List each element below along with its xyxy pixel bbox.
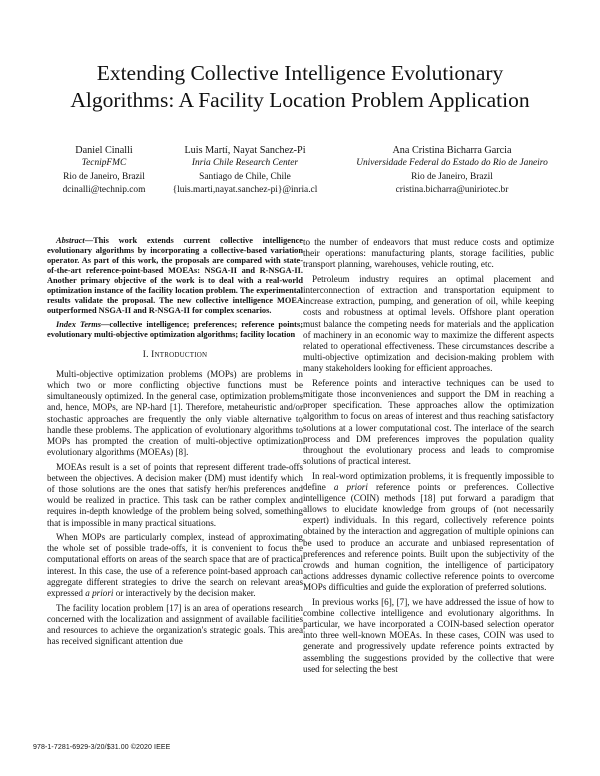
author-location: Rio de Janeiro, Brazil — [63, 171, 145, 182]
intro-paragraph-8: In previous works [6], [7], we have addressed the issue of how to combine collective intelligence and evolutionary algorithms. In particular, we have incorporated a COIN-based selection operator into three well-known MOEAs. In these cases, COIN was used to generate and progressively update reference points extracted by assembling the suggestions provided by the collective that were used for selecting the best — [303, 596, 554, 674]
index-terms-label: Index Terms — [56, 319, 102, 329]
abstract-text: —This work extends current collective intelligence evolutionary algorithms by incorporating a collective-based variation operator. As part of this work, the proposals are compared with state-of-the-art reference-point-based MOEAs: NSGA-II and R-NSGA-II. Another primary objective of the work is to deal with a real-world optimization instance of the facility location problem. The experimental results validate the proposal. The new collective intelligence MOEA outperformed NSGA-II and R-NSGA-II for complex scenarios. — [47, 236, 303, 316]
right-column — [303, 237, 554, 675]
author-name: Ana Cristina Bicharra Garcia — [392, 145, 512, 156]
index-terms — [47, 320, 303, 340]
author-block-2 — [155, 144, 335, 197]
intro-paragraph-3 — [47, 532, 303, 599]
author-affiliation: Inria Chile Research Center — [191, 158, 299, 169]
paragraph-text: reference points or preferences. Collective intelligence (COIN) methods [18] put forward a paradigm that allows to elucidate knowledge from groups of (not necessarily expert) individuals. In this regard, collectively reference points obtained by the interaction and aggregation of multiple opinions can be used to produce an accurate and unbiased representation of preferences and reference points. Built upon the subjectivity of the crowds and human cognition, the intelligence of participatory actions addresses dynamic collective reference points to overcome MOPs difficulties and guide the exploration of preferred solutions. — [303, 481, 554, 593]
abstract — [47, 236, 303, 316]
author-affiliation: TecnipFMC — [81, 158, 127, 169]
intro-paragraph-4: The facility location problem [17] is an area of operations research concerned with the localization and assignment of available facilities and resources to achieve the organization's strategic goals. This area has received significant attention due — [47, 602, 303, 647]
paragraph-text: When MOPs are particularly complex, instead of approximating the whole set of possible trade-offs, it is convenient to focus the computational efforts on areas of the search space that are of practical interest. In this case, the use of a reference point-based approach can aggregate different strategies to drive the search on relevant areas expressed — [47, 532, 303, 598]
section-heading-introduction: I. Introduction — [142, 349, 208, 360]
author-email: dcinalli@technip.com — [62, 184, 146, 195]
abstract-label: Abstract — [56, 236, 85, 245]
author-location: Rio de Janeiro, Brazil — [411, 171, 493, 182]
intro-paragraph-2: MOEAs result is a set of points that represent different trade-offs between the objectives. A decision maker (DM) must identify which of those solutions are the ones that satisfy her/his preferences and would be realized in practice. This task can be rather complex and requires in-depth knowledge of the problem being solved, something that is impossible in many practical situations. — [47, 461, 303, 528]
author-block-3 — [340, 144, 564, 197]
author-location: Santiago de Chile, Chile — [199, 171, 291, 182]
author-email: cristina.bicharra@uniriotec.br — [395, 184, 509, 195]
author-affiliation: Universidade Federal do Estado do Rio de Janeiro — [356, 158, 548, 169]
intro-paragraph-7 — [303, 471, 554, 594]
paragraph-text: or interactively by the decision maker. — [113, 587, 256, 598]
intro-paragraph-5: Petroleum industry requires an optimal placement and interconnection of extraction and transportation equipment to increase extraction, pumping, and generation of oil, while keeping costs and robustness at optimal levels. Offshore plant operation must balance the competing needs for materials and the application of machinery in an economic way to maximize the different aspects related to operational effectiveness. These circumstances describe a multi-objective optimization and decision-making problem with many stakeholders looking for efficient approaches. — [303, 273, 554, 374]
paragraph-italic-text: a priori — [85, 587, 114, 598]
paper-title: Extending Collective Intelligence Evolutionary Algorithms: A Facility Location Problem Application — [70, 61, 530, 113]
paragraph-italic-text: a priori — [333, 481, 368, 492]
author-name: Daniel Cinalli — [75, 145, 133, 156]
author-email: {luis.marti,nayat.sanchez-pi}@inria.cl — [172, 184, 318, 195]
copyright-footer: 978-1-7281-6929-3/20/$31.00 ©2020 IEEE — [33, 744, 171, 751]
intro-paragraph-1: Multi-objective optimization problems (MOPs) are problems in which two or more conflicting objective functions must be simultaneously optimized. In the general case, optimization problems and, hence, MOPs, are NP-hard [1]. Therefore, metaheuristic and/or stochastic approaches are frequently the only viable alternative to handle these problems. The application of evolutionary algorithms to MOPs has prompted the creation of multi-objective optimization evolutionary algorithms (MOEAs) [8]. — [47, 368, 303, 458]
intro-paragraph-4-continued: to the number of endeavors that must reduce costs and optimize their operations: manufacturing plants, storage facilities, public transport planning, warehouses, vehicle routing, etc. — [303, 237, 554, 270]
author-name: Luis Martí, Nayat Sanchez-Pi — [184, 145, 306, 156]
index-terms-text: —collective intelligence; preferences; reference points; evolutionary multi-objective optimization algorithms; facility location — [47, 319, 303, 339]
paragraph-text: In real-word optimization problems, it is frequently impossible to define — [303, 470, 554, 492]
left-column — [47, 236, 303, 647]
intro-paragraph-6: Reference points and interactive techniques can be used to mitigate those inconveniences and support the DM in reaching a proper specification. These approaches allow the optimization algorithm to focus on areas of interest and thus reaching satisfactory solutions at a lower computational cost. The interlace of the search process and DM preferences improves the population quality throughout the evolutionary process and leads to compromise solutions of practical interest. — [303, 377, 554, 466]
